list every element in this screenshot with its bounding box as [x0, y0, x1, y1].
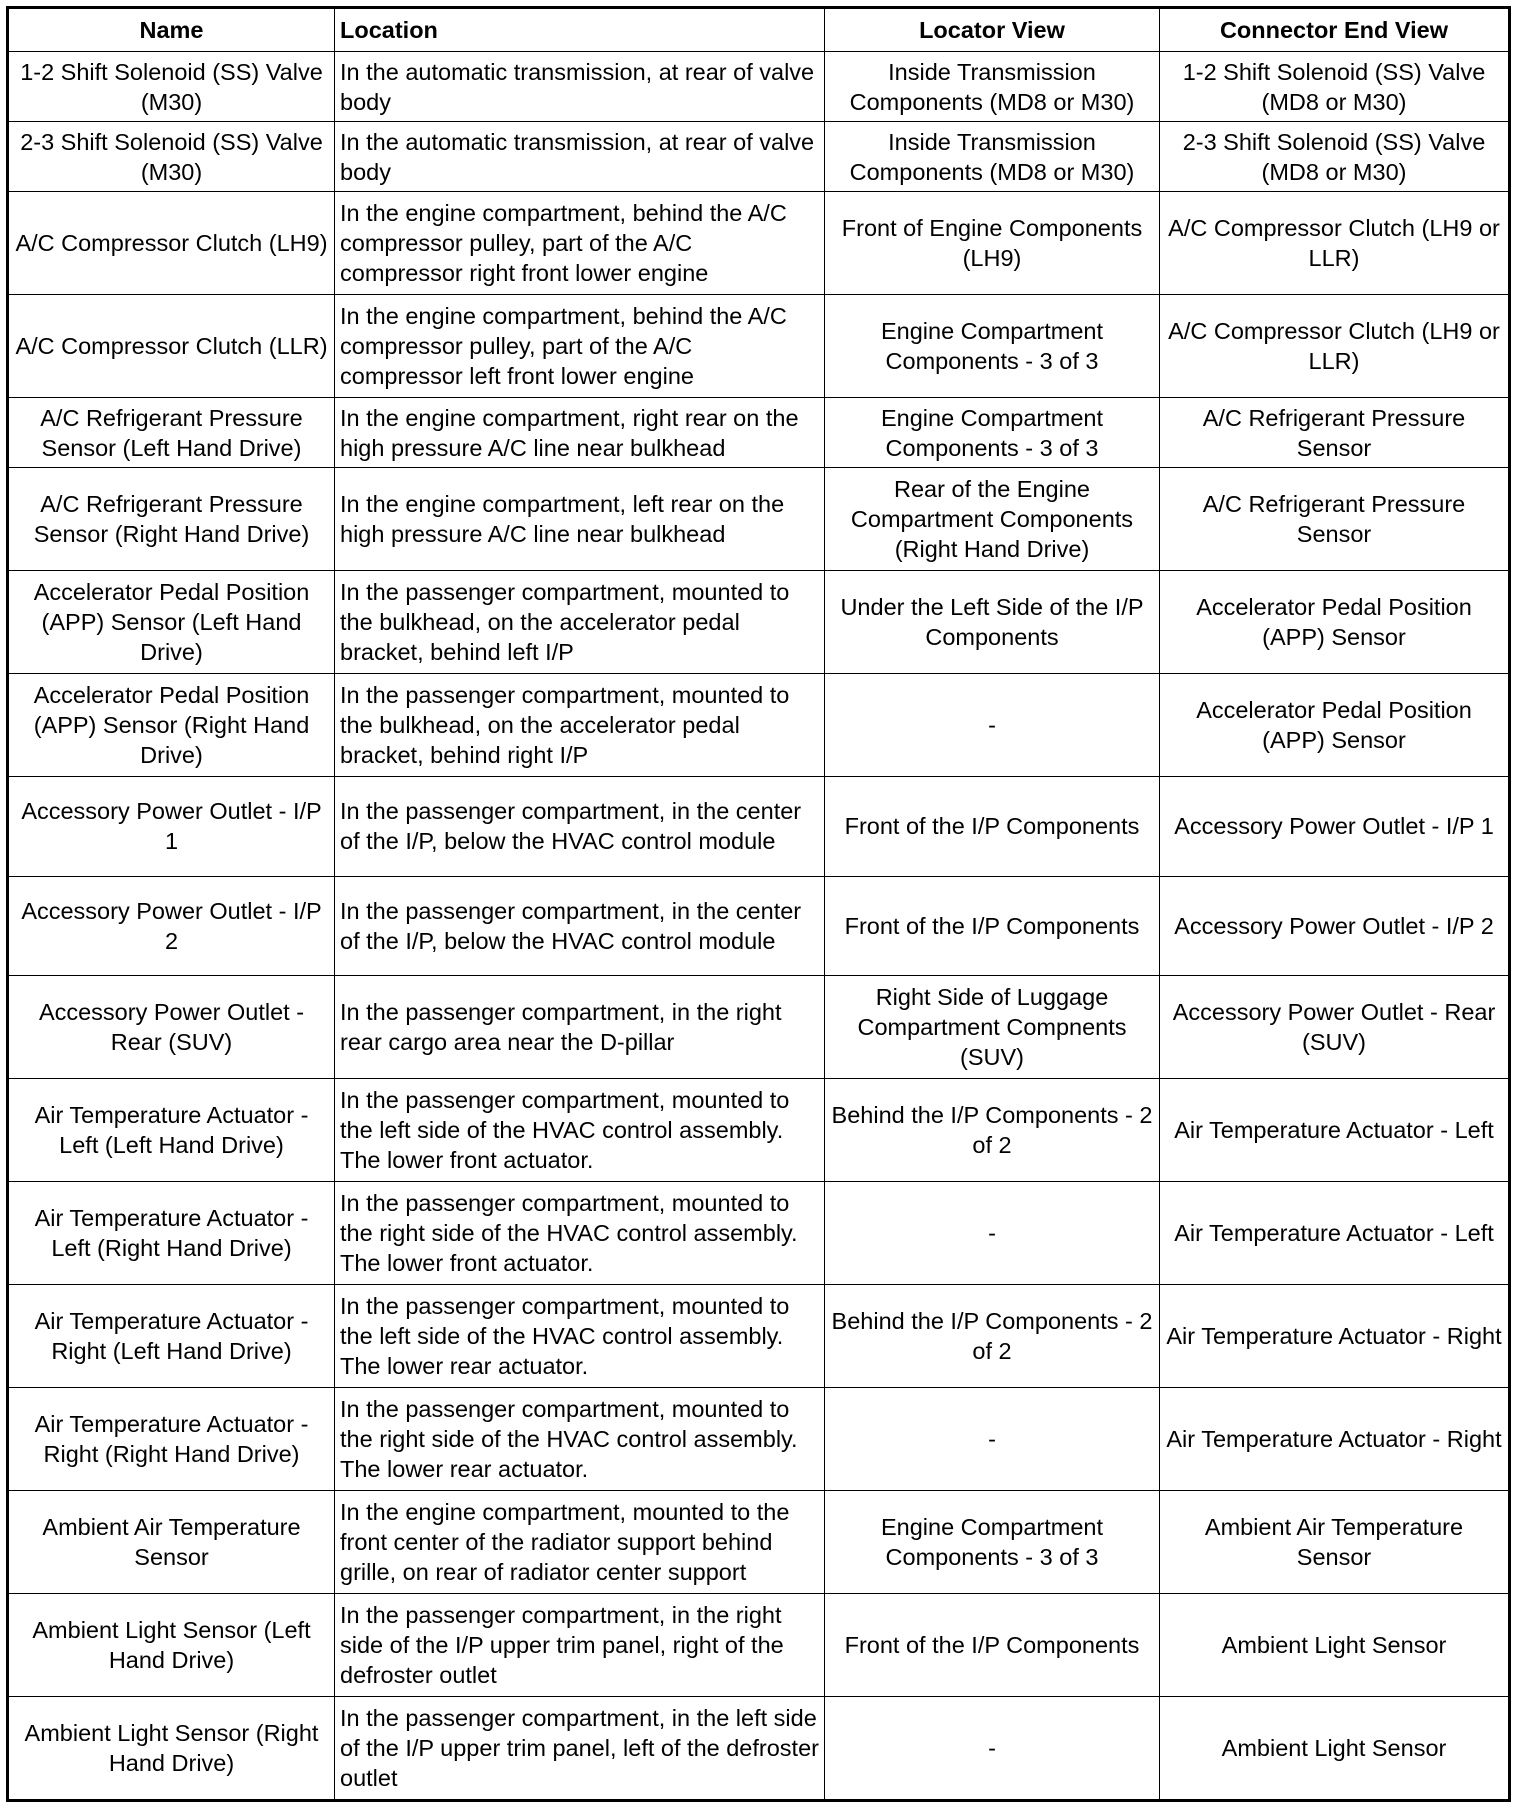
table-row [8, 1593, 1510, 1696]
cell-connector-end-view: Air Temperature Actuator - Left [1160, 1182, 1510, 1285]
cell-locator-view: Behind the I/P Components - 2 of 2 [825, 1285, 1160, 1388]
cell-name: Accelerator Pedal Position (APP) Sensor (Right Hand Drive) [8, 674, 335, 777]
table-row [8, 398, 1510, 468]
cell-name: 2-3 Shift Solenoid (SS) Valve (M30) [8, 122, 335, 192]
table-row [8, 295, 1510, 398]
table-row [8, 571, 1510, 674]
cell-locator-view: Front of the I/P Components [825, 777, 1160, 877]
cell-connector-end-view: Air Temperature Actuator - Right [1160, 1285, 1510, 1388]
cell-locator-view: - [825, 1182, 1160, 1285]
cell-location: In the engine compartment, left rear on the high pressure A/C line near bulkhead [335, 468, 825, 571]
cell-location: In the passenger compartment, mounted to the bulkhead, on the accelerator pedal bracket, behind right I/P [335, 674, 825, 777]
cell-locator-view: Engine Compartment Components - 3 of 3 [825, 398, 1160, 468]
cell-name: Ambient Air Temperature Sensor [8, 1490, 335, 1593]
cell-location: In the engine compartment, behind the A/C compressor pulley, part of the A/C compressor right front lower engine [335, 192, 825, 295]
cell-connector-end-view: A/C Refrigerant Pressure Sensor [1160, 468, 1510, 571]
table-row [8, 1182, 1510, 1285]
cell-name: A/C Compressor Clutch (LLR) [8, 295, 335, 398]
cell-location: In the automatic transmission, at rear of valve body [335, 122, 825, 192]
cell-locator-view: Behind the I/P Components - 2 of 2 [825, 1079, 1160, 1182]
cell-location: In the passenger compartment, in the center of the I/P, below the HVAC control module [335, 876, 825, 976]
cell-name: Accessory Power Outlet - Rear (SUV) [8, 976, 335, 1079]
cell-name: Air Temperature Actuator - Right (Right Hand Drive) [8, 1387, 335, 1490]
table-row [8, 122, 1510, 192]
cell-locator-view: Front of the I/P Components [825, 876, 1160, 976]
cell-name: 1-2 Shift Solenoid (SS) Valve (M30) [8, 52, 335, 122]
cell-locator-view: Front of the I/P Components [825, 1593, 1160, 1696]
cell-connector-end-view: Ambient Light Sensor [1160, 1593, 1510, 1696]
cell-connector-end-view: Air Temperature Actuator - Right [1160, 1387, 1510, 1490]
table-row [8, 674, 1510, 777]
cell-name: Accessory Power Outlet - I/P 1 [8, 777, 335, 877]
cell-name: A/C Refrigerant Pressure Sensor (Left Hand Drive) [8, 398, 335, 468]
cell-locator-view: - [825, 674, 1160, 777]
cell-location: In the passenger compartment, in the right rear cargo area near the D-pillar [335, 976, 825, 1079]
cell-name: Air Temperature Actuator - Right (Left Hand Drive) [8, 1285, 335, 1388]
header-connector-end-view: Connector End View [1160, 8, 1510, 52]
cell-connector-end-view: Accessory Power Outlet - I/P 2 [1160, 876, 1510, 976]
cell-location: In the passenger compartment, mounted to the left side of the HVAC control assembly. The lower rear actuator. [335, 1285, 825, 1388]
table-row [8, 876, 1510, 976]
cell-location: In the passenger compartment, mounted to the bulkhead, on the accelerator pedal bracket, behind left I/P [335, 571, 825, 674]
cell-locator-view: Rear of the Engine Compartment Components (Right Hand Drive) [825, 468, 1160, 571]
cell-location: In the passenger compartment, in the center of the I/P, below the HVAC control module [335, 777, 825, 877]
table-row [8, 52, 1510, 122]
cell-locator-view: Engine Compartment Components - 3 of 3 [825, 295, 1160, 398]
component-locator-table [6, 6, 1511, 1802]
cell-locator-view: - [825, 1696, 1160, 1800]
cell-connector-end-view: 2-3 Shift Solenoid (SS) Valve (MD8 or M30) [1160, 122, 1510, 192]
cell-connector-end-view: Ambient Light Sensor [1160, 1696, 1510, 1800]
table-row [8, 1285, 1510, 1388]
cell-location: In the automatic transmission, at rear of valve body [335, 52, 825, 122]
header-row [8, 8, 1510, 52]
cell-connector-end-view: Air Temperature Actuator - Left [1160, 1079, 1510, 1182]
cell-location: In the engine compartment, right rear on the high pressure A/C line near bulkhead [335, 398, 825, 468]
cell-locator-view: Under the Left Side of the I/P Components [825, 571, 1160, 674]
cell-location: In the passenger compartment, mounted to the left side of the HVAC control assembly. The lower front actuator. [335, 1079, 825, 1182]
table-body [8, 52, 1510, 1801]
table-row [8, 976, 1510, 1079]
table-row [8, 1696, 1510, 1800]
cell-location: In the engine compartment, behind the A/C compressor pulley, part of the A/C compressor left front lower engine [335, 295, 825, 398]
cell-locator-view: Inside Transmission Components (MD8 or M30) [825, 52, 1160, 122]
cell-name: Ambient Light Sensor (Right Hand Drive) [8, 1696, 335, 1800]
cell-locator-view: Engine Compartment Components - 3 of 3 [825, 1490, 1160, 1593]
cell-connector-end-view: A/C Refrigerant Pressure Sensor [1160, 398, 1510, 468]
cell-locator-view: Inside Transmission Components (MD8 or M30) [825, 122, 1160, 192]
cell-locator-view: - [825, 1387, 1160, 1490]
cell-connector-end-view: Accelerator Pedal Position (APP) Sensor [1160, 674, 1510, 777]
header-locator-view: Locator View [825, 8, 1160, 52]
cell-name: Ambient Light Sensor (Left Hand Drive) [8, 1593, 335, 1696]
cell-connector-end-view: A/C Compressor Clutch (LH9 or LLR) [1160, 192, 1510, 295]
cell-location: In the passenger compartment, in the left side of the I/P upper trim panel, left of the defroster outlet [335, 1696, 825, 1800]
cell-name: Accelerator Pedal Position (APP) Sensor (Left Hand Drive) [8, 571, 335, 674]
cell-connector-end-view: Ambient Air Temperature Sensor [1160, 1490, 1510, 1593]
table-row [8, 1387, 1510, 1490]
cell-location: In the passenger compartment, mounted to the right side of the HVAC control assembly. The lower rear actuator. [335, 1387, 825, 1490]
table-row [8, 1490, 1510, 1593]
table-row [8, 192, 1510, 295]
cell-name: A/C Refrigerant Pressure Sensor (Right Hand Drive) [8, 468, 335, 571]
table-row [8, 1079, 1510, 1182]
cell-connector-end-view: Accessory Power Outlet - Rear (SUV) [1160, 976, 1510, 1079]
cell-name: Air Temperature Actuator - Left (Right Hand Drive) [8, 1182, 335, 1285]
cell-name: Accessory Power Outlet - I/P 2 [8, 876, 335, 976]
cell-connector-end-view: A/C Compressor Clutch (LH9 or LLR) [1160, 295, 1510, 398]
cell-location: In the passenger compartment, in the right side of the I/P upper trim panel, right of the defroster outlet [335, 1593, 825, 1696]
cell-connector-end-view: Accelerator Pedal Position (APP) Sensor [1160, 571, 1510, 674]
header-name: Name [8, 8, 335, 52]
cell-connector-end-view: Accessory Power Outlet - I/P 1 [1160, 777, 1510, 877]
cell-location: In the engine compartment, mounted to the front center of the radiator support behind grille, on rear of radiator center support [335, 1490, 825, 1593]
table-row [8, 468, 1510, 571]
header-location: Location [335, 8, 825, 52]
cell-location: In the passenger compartment, mounted to the right side of the HVAC control assembly. The lower front actuator. [335, 1182, 825, 1285]
cell-connector-end-view: 1-2 Shift Solenoid (SS) Valve (MD8 or M30) [1160, 52, 1510, 122]
table-row [8, 777, 1510, 877]
cell-locator-view: Front of Engine Components (LH9) [825, 192, 1160, 295]
cell-name: A/C Compressor Clutch (LH9) [8, 192, 335, 295]
cell-locator-view: Right Side of Luggage Compartment Compnents (SUV) [825, 976, 1160, 1079]
cell-name: Air Temperature Actuator - Left (Left Hand Drive) [8, 1079, 335, 1182]
